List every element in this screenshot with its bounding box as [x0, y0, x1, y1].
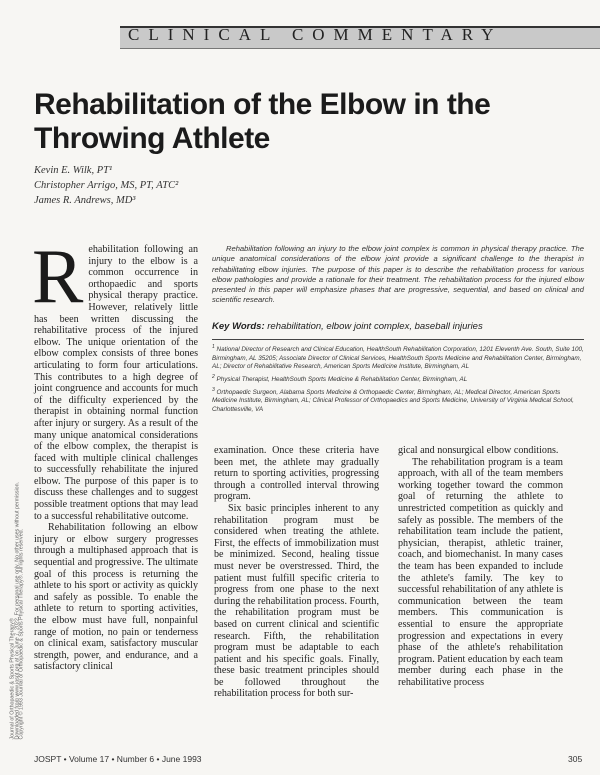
affiliation-2: $^2$ Physical Therapist, HealthSouth Sports Medicine & Rehabilitation Center, Birmingham, AL [212, 373, 468, 383]
affiliation-1: $^1$ National Director of Research and Clinical Education, HealthSouth Rehabilitation Corporation, 1201 Eleventh Ave. South, Suite 100, Birmingham, AL 35205; Associate Director of Clinical Services, HealthSouth Sports Medicine and Rehabilitation Center, Birmingham, AL; Director of Rehabilitative Research, American Sports Medicine Institute, Birmingham, AL [212, 344, 584, 371]
body-column-2 [214, 445, 379, 700]
paragraph: Six basic principles inherent to any rehabilitation program must be considered when treating the athlete. First, the effects of immobilization must be minimized. Second, healing tissue must never be overstressed. Third, the patient must fulfill specific criteria to progress from one phase to the next during the rehabilitation process. Fourth, the rehabilitation program must be based on current clinical and scientific research. Fifth, the rehabilitation program must be adaptable to each patient and his specific goals. Finally, these basic treatment principles should be followed throughout the rehabilitation process for both sur- [214, 502, 379, 700]
author-1: Kevin E. Wilk, PT¹ [34, 165, 113, 176]
page-number: 305 [568, 754, 583, 764]
paragraph: Rehabilitation following an elbow injury or elbow surgery progresses through a multiphased approach that is sequential and progressive. The ultimate goal of this process is returning the athlete to his sport or activity as quickly and safely as possible. To enable the athlete to return to sporting activities, the elbow must have full, nonpainful range of motion, no pain or tenderness on clinical exam, satisfactory muscular strength, power, and endurance, and a satisfactory clinical [34, 522, 198, 673]
author-3: James R. Andrews, MD³ [34, 195, 136, 206]
body-column-3 [398, 445, 563, 688]
paragraph: The rehabilitation program is a team approach, with all of the team members working together toward the common goal of returning the athlete to unrestricted competition as quickly and safely as possible. The members of the rehabilitation team include the patient, physician, therapist, athletic trainer, coach, and biomechanist. In many cases the team has been expanded to include the athlete's family. The key to successful rehabilitation of any athlete is communication between the team members. This communication is essential to ensure the appropriate progression and expectations in every phase of the athlete's rehabilitation program. Patient education by each team member during each phase in the rehabilitative process [398, 456, 563, 688]
drop-cap: R [32, 233, 84, 319]
article-title: Rehabilitation of the Elbow in the Throwing Athlete [34, 88, 491, 155]
section-label: CLINICAL COMMENTARY [128, 25, 503, 44]
paragraph: examination. Once these criteria have been met, the athlete may gradually return to sporting activities, progressing through a controlled interval throwing program. [214, 445, 379, 503]
keywords-label: Key Words: [212, 321, 265, 332]
intro-paragraph: Rehabilitation following an injury to the elbow is a common occurrence in orthopaedic and sports physical therapy practice. However, relatively little has been written discussing the rehabilitative process of the injured elbow. The unique orientation of the elbow complex consists of three bones articulating to form four articulations. This contributes to a high degree of joint congruence and accounts for much of the difficulty experienced by the therapist in obtaining normal function after injury or surgery. As a result of the many unique anatomical considerations of the elbow complex, the therapist is faced with multiple clinical challenges to successfully rehabilitate the injured elbow. The purpose of this paper is to discuss these challenges and to suggest possible treatment options that may lead to a successful rehabilitative outcome. [32, 233, 198, 522]
keywords-list: rehabilitation, elbow joint complex, baseball injuries [264, 321, 483, 332]
affiliation-3: $^3$ Orthopaedic Surgeon, Alabama Sports Medicine & Orthopaedic Center, Birmingham, AL; Medical Director, American Sports Medicine Institute, Birmingham, AL; Clinical Professor of Orthopaedics and Sports Medicine, University of Virginia Medical School, Charlottesville, VA [212, 386, 574, 413]
body-column-1 [32, 233, 198, 673]
abstract: Rehabilitation following an injury to the elbow joint complex is common in physical therapy practice. The unique anatomical considerations of the elbow joint provide a significant challenge to the therapist in rehabilitating elbow injuries. The purpose of this paper is to describe the rehabilitation process for various elbow pathologies and provide a rationale for their treatment. The rehabilitation process for the injured elbow presented in this paper will emphasize phases that are progressive, sequential, and based on clinical and scientific research. [212, 244, 584, 305]
keywords [212, 321, 584, 332]
author-2: Christopher Arrigo, MS, PT, ATC² [34, 180, 179, 191]
journal-footer: JOSPT • Volume 17 • Number 6 • June 1993 [34, 754, 202, 764]
download-notice: Journal of Orthopaedic & Sports Physical Therapy® Downloaded from www.jospt.org at on June 7, 2022. For personal use only. No other uses without permission. Copyright © 1993 Journal of Orthopaedic & Sports Physical Therapy®. All rights reserved. [9, 481, 25, 740]
author-affiliations [212, 339, 584, 415]
paragraph: gical and nonsurgical elbow conditions. [398, 445, 559, 456]
